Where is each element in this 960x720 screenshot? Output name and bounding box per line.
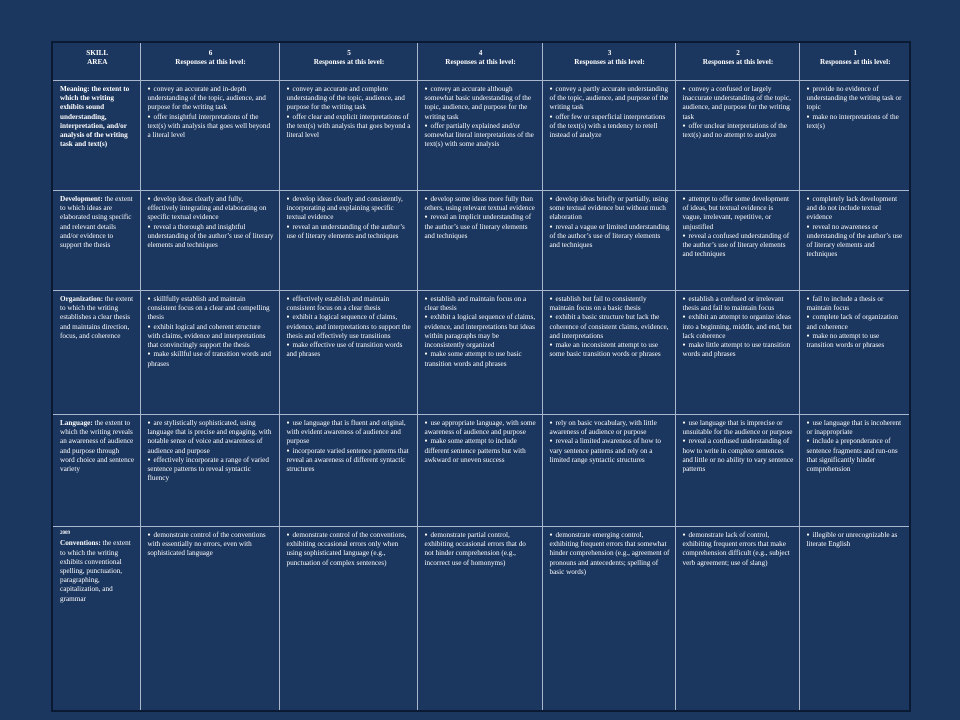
criteria-item: ● offer few or superficial interpretations of the text(s) with a tendency to retell instead of analyze [550, 113, 670, 141]
criteria-item: ● completely lack development and do not include textual evidence [807, 195, 905, 223]
rubric-row-language [52, 415, 910, 527]
criteria-item: ● complete lack of organization and coherence [807, 313, 905, 331]
criteria-item: ● use appropriate language, with some awareness of audience and purpose [425, 419, 537, 437]
criteria-cell-level-2 [675, 291, 799, 415]
criteria-cell-level-1 [799, 527, 910, 711]
criteria-cell-level-2 [675, 415, 799, 527]
criteria-item: ● use language that is imprecise or unsuitable for the audience or purpose [683, 419, 794, 437]
criteria-cell-level-1 [799, 415, 910, 527]
criteria-list [425, 531, 537, 568]
criteria-cell-level-1 [799, 291, 910, 415]
criteria-list [807, 195, 905, 260]
level-header-4 [417, 42, 542, 81]
criteria-list [807, 85, 905, 131]
criteria-item: ● establish but fail to consistently maintain focus on a basic thesis [550, 295, 670, 313]
criteria-list [807, 295, 905, 350]
rubric-row-organization [52, 291, 910, 415]
criteria-list [807, 419, 905, 474]
criteria-item: ● offer insightful interpretations of the text(s) with analysis that goes well beyond a literal level [148, 113, 274, 141]
skill-mark: 2009 [60, 531, 70, 536]
skill-header-line1: SKILL [86, 49, 109, 57]
criteria-list [550, 419, 670, 465]
criteria-cell-level-6 [140, 527, 279, 711]
criteria-item: ● reveal a confused understanding of how to write in complete sentences and little or no ability to vary sentence patterns [683, 437, 794, 474]
skill-header-line2: AREA [87, 58, 108, 67]
criteria-item: ● effectively establish and maintain consistent focus on a clear thesis [287, 295, 412, 313]
rubric-row-conventions [52, 527, 910, 711]
criteria-item: ● demonstrate emerging control, exhibiting frequent errors that somewhat hinder comprehension (e.g., agreement of pronouns and antecedents; spelling of basic words) [550, 531, 670, 577]
level-caption: Responses at this level: [574, 58, 645, 67]
criteria-item: ● exhibit an attempt to organize ideas into a beginning, middle, and end, but lack coherence [683, 313, 794, 341]
level-header-3 [542, 42, 675, 81]
header-row [52, 42, 910, 81]
criteria-item: ● develop ideas clearly and consistently, incorporating and explaining specific textual evidence [287, 195, 412, 223]
criteria-item: ● convey a confused or largely inaccurate understanding of the topic, audience, and purpose for the writing task [683, 85, 794, 122]
criteria-list [425, 85, 537, 150]
criteria-item: ● convey an accurate and in-depth understanding of the topic, audience, and purpose for the writing task [148, 85, 274, 113]
criteria-cell-level-6 [140, 191, 279, 291]
criteria-list [148, 85, 274, 140]
level-header-5 [279, 42, 417, 81]
level-caption: Responses at this level: [313, 58, 385, 67]
level-caption: Responses at this level: [175, 58, 246, 67]
criteria-cell-level-5 [279, 415, 417, 527]
level-score: 6 [208, 49, 213, 57]
criteria-list [287, 531, 412, 568]
criteria-item: ● develop ideas briefly or partially, using some textual evidence but without much elaboration [550, 195, 670, 223]
criteria-item: ● exhibit logical and coherent structure with claims, evidence and interpretations that convincingly support the thesis [148, 323, 274, 351]
criteria-item: ● incorporate varied sentence patterns that reveal an awareness of different syntactic structures [287, 447, 412, 475]
level-caption: Responses at this level: [702, 58, 774, 67]
criteria-list [550, 195, 670, 250]
criteria-list [683, 531, 794, 568]
criteria-cell-level-6 [140, 291, 279, 415]
criteria-item: ● skillfully establish and maintain consistent focus on a clear and compelling thesis [148, 295, 274, 323]
criteria-item: ● demonstrate partial control, exhibiting occasional errors that do not hinder comprehension (e.g., incorrect use of homonyms) [425, 531, 537, 568]
criteria-cell-level-3 [542, 191, 675, 291]
criteria-list [148, 419, 274, 484]
criteria-list [148, 531, 274, 559]
skill-name: Language: [60, 419, 93, 427]
level-caption: Responses at this level: [820, 58, 891, 67]
criteria-item: ● reveal an implicit understanding of the author’s use of literary elements and techniques [425, 213, 537, 241]
skill-area-cell [52, 415, 140, 527]
level-score: 1 [853, 49, 858, 57]
criteria-cell-level-2 [675, 191, 799, 291]
criteria-item: ● effectively incorporate a range of varied sentence patterns to reveal syntactic fluency [148, 456, 274, 484]
criteria-item: ● reveal a limited awareness of how to vary sentence patterns and rely on a limited range syntactic structures [550, 437, 670, 465]
criteria-item: ● offer partially explained and/or somewhat literal interpretations of the text(s) with some analysis [425, 122, 537, 150]
criteria-cell-level-4 [417, 291, 542, 415]
criteria-item: ● make some attempt to include different sentence patterns but with awkward or uneven success [425, 437, 537, 465]
skill-area-cell [52, 291, 140, 415]
criteria-list [287, 419, 412, 474]
criteria-item: ● provide no evidence of understanding the writing task or topic [807, 85, 905, 113]
level-header-2 [675, 42, 799, 81]
criteria-item: ● convey a partly accurate understanding of the topic, audience, and purpose of the writing task [550, 85, 670, 113]
criteria-cell-level-4 [417, 527, 542, 711]
criteria-list [148, 295, 274, 369]
criteria-list [287, 195, 412, 241]
criteria-item: ● establish a confused or irrelevant thesis and fail to maintain focus [683, 295, 794, 313]
criteria-list [550, 85, 670, 140]
skill-area-header [52, 42, 140, 81]
criteria-item: ● illegible or unrecognizable as literate English [807, 531, 905, 549]
criteria-cell-level-2 [675, 81, 799, 191]
criteria-item: ● develop some ideas more fully than others, using relevant textual evidence [425, 195, 537, 213]
criteria-item: ● convey an accurate although somewhat basic understanding of the topic, audience, and purpose for the writing task [425, 85, 537, 122]
skill-description: the extent to which the writing exhibits conventional spelling, punctuation, paragraphing, capitalization, and grammar [60, 539, 131, 603]
criteria-list [807, 531, 905, 549]
criteria-item: ● establish and maintain focus on a clear thesis [425, 295, 537, 313]
criteria-item: ● exhibit a basic structure but lack the coherence of consistent claims, evidence, and interpretations [550, 313, 670, 341]
criteria-list [550, 295, 670, 360]
criteria-item: ● reveal a confused understanding of the author’s use of literary elements and techniques [683, 232, 794, 260]
criteria-cell-level-1 [799, 81, 910, 191]
criteria-item: ● demonstrate control of the conventions with essentially no errors, even with sophisticated language [148, 531, 274, 559]
criteria-item: ● make skillful use of transition words and phrases [148, 350, 274, 368]
criteria-cell-level-2 [675, 527, 799, 711]
criteria-item: ● reveal no awareness or understanding of the author’s use of literary elements and techniques [807, 223, 905, 260]
criteria-item: ● demonstrate control of the conventions, exhibiting occasional errors only when using sophisticated language (e.g., punctuation of complex sentences) [287, 531, 412, 568]
criteria-cell-level-5 [279, 191, 417, 291]
level-score: 5 [347, 49, 351, 57]
skill-name: Development: [60, 195, 103, 203]
criteria-item: ● include a preponderance of sentence fragments and run-ons that significantly hinder comprehension [807, 437, 905, 474]
level-score: 3 [607, 49, 612, 57]
criteria-item: ● make an inconsistent attempt to use some basic transition words or phrases [550, 341, 670, 359]
criteria-list [550, 531, 670, 577]
criteria-item: ● develop ideas clearly and fully, effectively integrating and elaborating on specific textual evidence [148, 195, 274, 223]
criteria-item: ● make no interpretations of the text(s) [807, 113, 905, 131]
criteria-cell-level-6 [140, 415, 279, 527]
criteria-item: ● make some attempt to use basic transition words and phrases [425, 350, 537, 368]
criteria-cell-level-4 [417, 191, 542, 291]
criteria-item: ● reveal a thorough and insightful understanding of the author’s use of literary elements and techniques [148, 223, 274, 251]
criteria-cell-level-5 [279, 291, 417, 415]
criteria-list [683, 85, 794, 140]
criteria-list [287, 85, 412, 140]
rubric-row-development [52, 191, 910, 291]
criteria-cell-level-5 [279, 527, 417, 711]
criteria-cell-level-4 [417, 415, 542, 527]
criteria-cell-level-5 [279, 81, 417, 191]
skill-name: Conventions: [60, 539, 101, 548]
criteria-item: ● demonstrate lack of control, exhibiting frequent errors that make comprehension difficult (e.g., subject verb agreement; use of slang) [683, 531, 794, 568]
criteria-cell-level-4 [417, 81, 542, 191]
skill-area-cell [52, 527, 140, 711]
criteria-list [425, 419, 537, 465]
criteria-list [683, 195, 794, 260]
skill-name: Organization: [60, 295, 104, 303]
criteria-item: ● reveal a vague or limited understanding of the author’s use of literary elements and techniques [550, 223, 670, 251]
criteria-item: ● exhibit a logical sequence of claims, evidence, and interpretations to support the thesis and effectively use transitions [287, 313, 412, 341]
level-caption: Responses at this level: [445, 58, 516, 67]
criteria-item: ● make effective use of transition words and phrases [287, 341, 412, 359]
rubric-row-meaning [52, 81, 910, 191]
criteria-item: ● make little attempt to use transition words and phrases [683, 341, 794, 359]
criteria-item: ● attempt to offer some development of ideas, but textual evidence is vague, irrelevant, repetitive, or unjustified [683, 195, 794, 232]
criteria-list [683, 419, 794, 474]
skill-name: Meaning: the extent to which the writing exhibits sound understanding, interpretation, and/or analysis of the writing task and text(s) [60, 85, 130, 149]
criteria-item: ● use language that is fluent and original, with evident awareness of audience and purpose [287, 419, 412, 447]
criteria-list [425, 195, 537, 241]
level-score: 2 [736, 49, 740, 57]
criteria-item: ● offer clear and explicit interpretations of the text(s) with analysis that goes beyond a literal level [287, 113, 412, 141]
criteria-item: ● convey an accurate and complete understanding of the topic, audience, and purpose for the writing task [287, 85, 412, 113]
criteria-item: ● are stylistically sophisticated, using language that is precise and engaging, with notable sense of voice and awareness of audience and purpose [148, 419, 274, 456]
rubric-table [51, 41, 911, 712]
criteria-item: ● exhibit a logical sequence of claims, evidence, and interpretations but ideas within paragraphs may be inconsistently organized [425, 313, 537, 350]
criteria-cell-level-6 [140, 81, 279, 191]
skill-area-cell [52, 191, 140, 291]
level-header-1 [799, 42, 910, 81]
criteria-list [425, 295, 537, 369]
skill-description: the extent to which the writing establishes a clear thesis and maintains direction, focus, and coherence [60, 295, 134, 340]
criteria-cell-level-1 [799, 191, 910, 291]
criteria-cell-level-3 [542, 527, 675, 711]
skill-description: the extent to which ideas are elaborated using specific and relevant details and/or evidence to support the thesis [60, 195, 133, 250]
criteria-item: ● offer unclear interpretations of the text(s) and no attempt to analyze [683, 122, 794, 140]
criteria-cell-level-3 [542, 81, 675, 191]
level-header-6 [140, 42, 279, 81]
criteria-item: ● fail to include a thesis or maintain focus [807, 295, 905, 313]
criteria-item: ● use language that is incoherent or inappropriate [807, 419, 905, 437]
criteria-list [683, 295, 794, 360]
criteria-list [287, 295, 412, 360]
criteria-item: ● make no attempt to use transition words or phrases [807, 332, 905, 350]
rubric-body [52, 81, 910, 711]
criteria-item: ● rely on basic vocabulary, with little awareness of audience or purpose [550, 419, 670, 437]
level-score: 4 [478, 49, 483, 57]
skill-description: the extent to which the writing reveals an awareness of audience and purpose through word choice and sentence variety [60, 419, 135, 474]
criteria-item: ● reveal an understanding of the author’s use of literary elements and techniques [287, 223, 412, 241]
criteria-cell-level-3 [542, 291, 675, 415]
skill-area-cell [52, 81, 140, 191]
criteria-list [148, 195, 274, 250]
criteria-cell-level-3 [542, 415, 675, 527]
